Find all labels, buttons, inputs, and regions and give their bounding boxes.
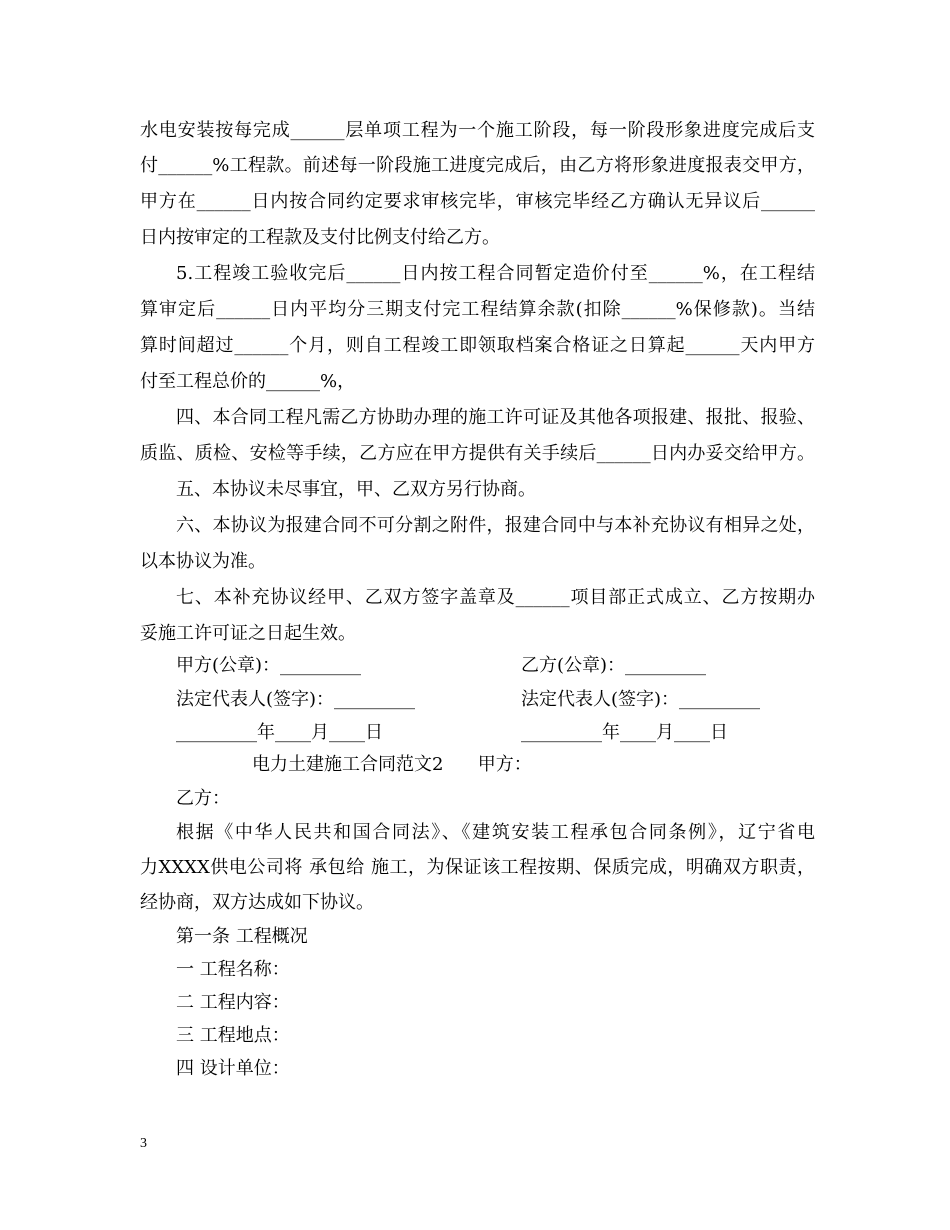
list-item: 四 设计单位： xyxy=(176,1058,290,1079)
signature-party-b: 乙方(公章)：_________ xyxy=(521,655,707,676)
paragraph-line: 算审定后______日内平均分三期支付完工程结算余款(扣除______%保修款)。当结 xyxy=(140,299,815,320)
section-heading: 电力土建施工合同范文2 甲方： xyxy=(252,754,532,775)
paragraph-line: 质监、质检、安检等手续，乙方应在甲方提供有关手续后______日内办妥交给甲方。 xyxy=(140,443,815,464)
paragraph-line: 七、本补充协议经甲、乙双方签字盖章及______项目部正式成立、乙方按期办 xyxy=(176,587,815,608)
list-item: 三 工程地点： xyxy=(176,1025,290,1046)
signature-date-b: _________年____月____日 xyxy=(521,722,728,743)
article-heading: 第一条 工程概况 xyxy=(176,926,308,947)
paragraph-line: 经协商，双方达成如下协议。 xyxy=(140,892,374,913)
paragraph-line: 日内按审定的工程款及支付比例支付给乙方。 xyxy=(140,227,500,248)
paragraph-line: 算时间超过______个月，则自工程竣工即领取档案合格证之日算起______天内甲方 xyxy=(140,335,815,356)
paragraph-line: 四、本合同工程凡需乙方协助办理的施工许可证及其他各项报建、报批、报验、 xyxy=(176,407,815,428)
paragraph-line: 五、本协议未尽事宜，甲、乙双方另行协商。 xyxy=(176,479,536,500)
paragraph-line: 以本协议为准。 xyxy=(140,551,266,572)
paragraph-line: 根据《中华人民共和国合同法》、《建筑安装工程承包合同条例》，辽宁省电 xyxy=(176,822,815,843)
paragraph-line: 付______%工程款。前述每一阶段施工进度完成后，由乙方将形象进度报表交甲方， xyxy=(140,155,815,176)
paragraph-line: 甲方在______日内按合同约定要求审核完毕，审核完毕经乙方确认无异议后______ xyxy=(140,191,815,212)
signature-rep-b: 法定代表人(签字)：_________ xyxy=(521,689,761,710)
signature-rep-a: 法定代表人(签字)：_________ xyxy=(176,689,416,710)
paragraph-line: 水电安装按每完成______层单项工程为一个施工阶段，每一阶段形象进度完成后支 xyxy=(140,120,815,141)
signature-date-a: _________年____月____日 xyxy=(176,722,383,743)
signature-party-a: 甲方(公章)：_________ xyxy=(176,655,362,676)
page-number: 3 xyxy=(140,1136,147,1151)
party-b-label: 乙方： xyxy=(176,788,230,809)
paragraph-line: 妥施工许可证之日起生效。 xyxy=(140,623,356,644)
list-item: 一 工程名称： xyxy=(176,959,290,980)
paragraph-line: 付至工程总价的______%， xyxy=(140,371,356,392)
paragraph-line: 力XXXX供电公司将 承包给 施工，为保证该工程按期、保质完成，明确双方职责， xyxy=(140,857,815,878)
list-item: 二 工程内容： xyxy=(176,992,290,1013)
paragraph-line: 六、本协议为报建合同不可分割之附件，报建合同中与本补充协议有相异之处， xyxy=(176,515,815,536)
paragraph-line: 5.工程竣工验收完后______日内按工程合同暂定造价付至______%，在工程结 xyxy=(176,263,815,284)
